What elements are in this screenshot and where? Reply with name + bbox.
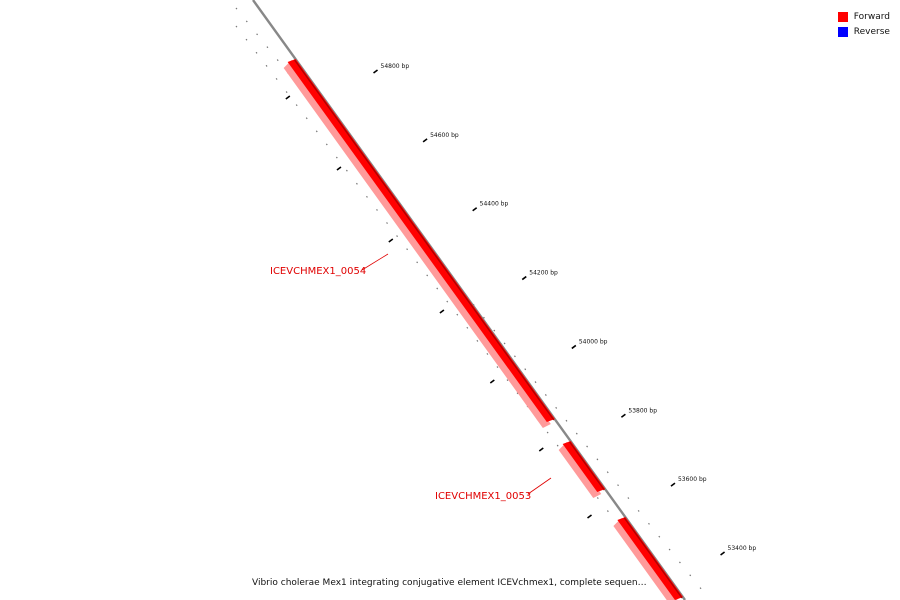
major-tick [721, 552, 725, 555]
tick-label: 54000 bp [578, 338, 608, 346]
major-tick [572, 345, 576, 348]
major-tick [490, 380, 494, 383]
major-tick [286, 96, 290, 99]
major-tick [671, 483, 675, 486]
major-tick [473, 208, 477, 211]
tick-labels [381, 63, 757, 552]
feature-label[interactable]: ICEVCHMEX1_0053 [435, 491, 532, 502]
major-tick [337, 167, 341, 170]
major-tick [440, 310, 444, 313]
major-tick [389, 239, 393, 242]
feature-leader-line [528, 478, 551, 494]
major-tick [588, 515, 592, 518]
feature-ICEVCHMEX1_0054[interactable] [284, 59, 555, 428]
tick-label: 54400 bp [479, 200, 509, 208]
major-tick [423, 139, 427, 142]
tick-label: 53600 bp [677, 476, 707, 484]
inner-tick-row [236, 26, 676, 600]
map-caption: Vibrio cholerae Mex1 integrating conjugative element ICEVchmex1, complete sequence [252, 578, 648, 588]
tick-label: 54800 bp [380, 63, 410, 70]
legend-forward [838, 9, 890, 24]
reverse-swatch [838, 27, 848, 37]
tick-label: 53800 bp [628, 407, 658, 415]
legend-reverse [838, 24, 890, 39]
tick-label: 54600 bp [430, 131, 459, 139]
forward-swatch [838, 12, 848, 22]
major-tick [374, 70, 378, 73]
legend [838, 9, 890, 39]
major-tick [522, 277, 526, 280]
major-tick [621, 414, 625, 417]
feature-ICEVCHMEX1_0053[interactable] [559, 441, 606, 498]
legend-reverse-label: Reverse [853, 26, 890, 37]
feature-label[interactable]: ICEVCHMEX1_0054 [270, 266, 367, 277]
major-tick [539, 448, 543, 451]
legend-forward-label: Forward [853, 11, 890, 22]
feature-track [284, 59, 683, 600]
tick-label: 53400 bp [727, 545, 757, 552]
tick-label: 54200 bp [529, 269, 558, 277]
